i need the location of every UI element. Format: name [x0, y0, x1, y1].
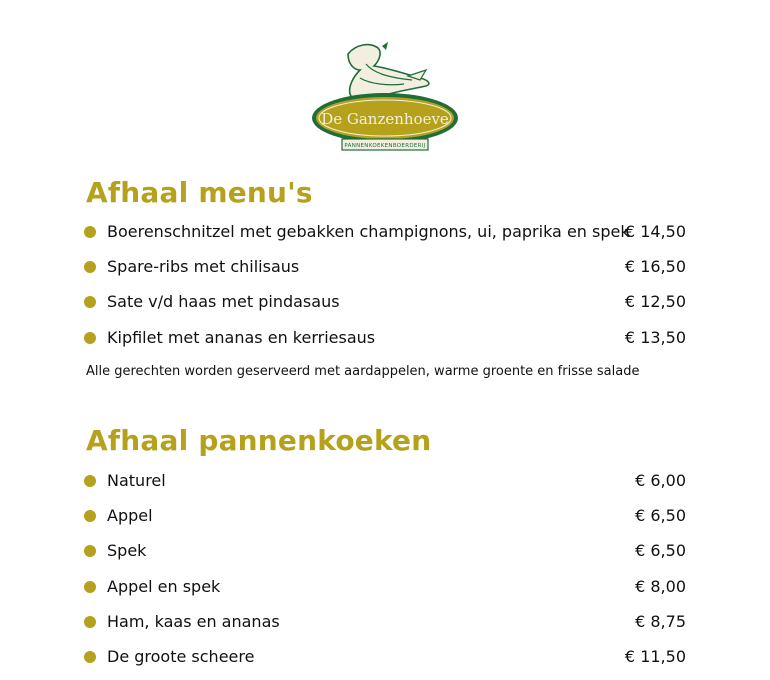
item-name: Appel en spek: [107, 576, 221, 596]
item-name: Sate v/d haas met pindasaus: [107, 292, 340, 312]
section-title-menus: Afhaal menu's: [86, 176, 313, 209]
bullet-icon: [84, 581, 96, 593]
menu-note: Alle gerechten worden geserveerd met aardappelen, warme groente en frisse salade: [86, 364, 640, 379]
list-item: [84, 645, 686, 680]
bullet-icon: [84, 616, 96, 628]
item-name: Kipfilet met ananas en kerriesaus: [107, 327, 376, 347]
section-title-pancakes: Afhaal pannenkoeken: [86, 424, 432, 457]
bullet-icon: [84, 296, 96, 308]
item-name: Spek: [107, 541, 147, 561]
item-name: Naturel: [107, 471, 166, 490]
bullet-icon: [84, 510, 96, 522]
bullet-icon: [84, 226, 96, 238]
item-price: € 11,50: [624, 646, 686, 666]
item-price: € 6,50: [635, 541, 686, 561]
list-item: [84, 469, 686, 504]
item-price: € 8,00: [635, 576, 686, 596]
item-price: € 6,00: [635, 471, 686, 490]
list-item: [84, 575, 686, 610]
item-price: € 13,50: [624, 327, 686, 347]
item-name: Appel: [107, 506, 153, 526]
list-item: [84, 220, 686, 255]
item-name: Boerenschnitzel met gebakken champignons, ui, paprika en spek: [107, 222, 630, 241]
ganzenhoeve-logo: [308, 40, 462, 156]
bullet-icon: [84, 261, 96, 273]
logo-subtext: PANNENKOEKENBOERDERIJ: [344, 143, 426, 149]
menu-list-menus: [84, 220, 686, 361]
list-item: [84, 610, 686, 645]
bullet-icon: [84, 332, 96, 344]
item-price: € 8,75: [635, 611, 686, 631]
bullet-icon: [84, 475, 96, 487]
list-item: [84, 255, 686, 290]
list-item: [84, 326, 686, 361]
item-name: Spare-ribs met chilisaus: [107, 257, 300, 277]
item-name: Ham, kaas en ananas: [107, 611, 280, 631]
menu-list-pancakes: [84, 469, 686, 680]
item-price: € 6,50: [635, 506, 686, 526]
item-name: De groote scheere: [107, 646, 255, 666]
item-price: € 14,50: [624, 222, 686, 241]
list-item: [84, 504, 686, 539]
list-item: [84, 539, 686, 574]
bullet-icon: [84, 545, 96, 557]
bullet-icon: [84, 651, 96, 663]
logo-text: De Ganzenhoeve: [321, 110, 449, 128]
item-price: € 16,50: [624, 257, 686, 277]
list-item: [84, 290, 686, 325]
item-price: € 12,50: [624, 292, 686, 312]
